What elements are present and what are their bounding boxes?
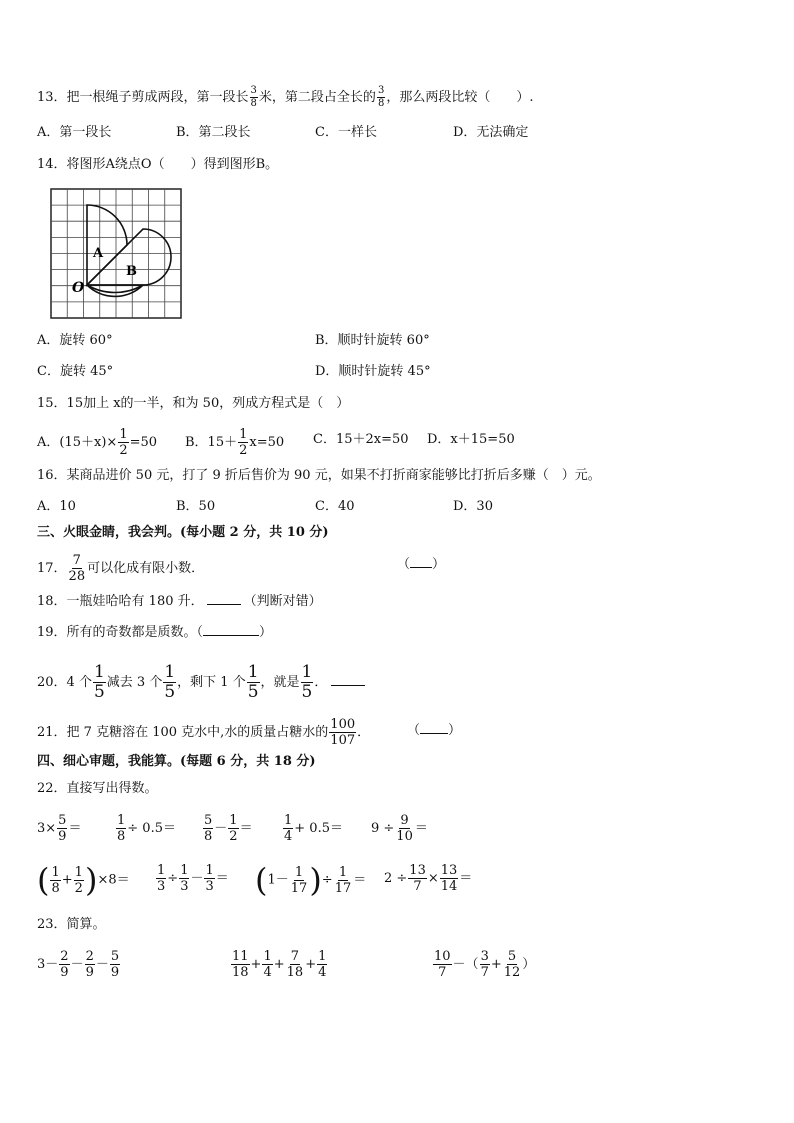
question-20: 20．4 个 $\frac{1}{5}$ 减去 3 个 $\frac{1}{5}$ ，剩下 1 个 $\frac{1}{5}$ ，就是 $\frac{1}{5}$ ． — [37, 664, 365, 701]
q23-expr-1: 3－ $\frac{2}{9}$ － $\frac{2}{9}$ － $\frac{5}{9}$ — [37, 949, 120, 980]
q22-expr-5: 9 ÷ $\frac{9}{10}$ ＝ — [371, 813, 428, 844]
q15-a-fraction: $\frac{1}{2}$ — [119, 427, 128, 458]
q13-prefix: 13．把一根绳子剪成两段，第一段长 — [37, 90, 249, 105]
q19-answer-blank[interactable] — [203, 635, 259, 636]
q20-fraction-3: $\frac{1}{5}$ — [247, 662, 259, 702]
section-3-heading: 三、火眼金睛，我会判。(每小题 2 分，共 10 分) — [37, 525, 329, 540]
question-18: 18．一瓶娃哈哈有 180 升． （判断对错） — [37, 594, 322, 609]
q15-option-d: D．x＋15=50 — [427, 432, 515, 447]
grid-diagram — [50, 188, 182, 319]
q16-option-a: A．10 — [37, 499, 76, 514]
q22-expr-6: ( $\frac{1}{8}$ + $\frac{1}{2}$ )×8＝ — [37, 861, 130, 899]
q22-expr-1: 3× $\frac{5}{9}$ ＝ — [37, 813, 82, 844]
q13-suffix: ，那么两段比较（ ）. — [386, 90, 534, 105]
q13-option-a: A．第一段长 — [37, 125, 112, 140]
q13-option-b: B．第二段长 — [176, 125, 251, 140]
q21-answer-blank[interactable]: （ ） — [407, 723, 462, 738]
question-21: 21．把 7 克糖溶在 100 克水中,水的质量占糖水的 $\frac{100}{107}$ ． — [37, 717, 371, 748]
q14-option-a: A．旋转 60° — [37, 333, 113, 348]
q15-option-c: C．15＋2x=50 — [313, 432, 409, 447]
q22-expr-9: 2 ÷ $\frac{13}{7}$ × $\frac{13}{14}$ ＝ — [384, 863, 473, 894]
q20-fraction-2: $\frac{1}{5}$ — [164, 662, 176, 702]
q15-b-fraction: $\frac{1}{2}$ — [239, 427, 248, 458]
q20-fraction-1: $\frac{1}{5}$ — [93, 662, 105, 702]
q13-fraction-1: $\frac{3}{8}$ — [250, 85, 257, 109]
q16-option-d: D．30 — [453, 499, 493, 514]
q13-option-d: D．无法确定 — [453, 125, 529, 140]
q20-fraction-4: $\frac{1}{5}$ — [301, 662, 313, 702]
q22-expr-8: (1－ $\frac{1}{17}$ )÷ $\frac{1}{17}$ ＝ — [255, 861, 367, 899]
question-14: 14．将图形A绕点O（ ）得到图形B。 — [37, 157, 279, 172]
q13-option-c: C．一样长 — [315, 125, 377, 140]
q18-answer-blank[interactable] — [207, 604, 241, 605]
question-19: 19．所有的奇数都是质数。（ ） — [37, 625, 273, 640]
question-23: 23．简算。 — [37, 917, 106, 932]
q22-expr-4: $\frac{1}{4}$ + 0.5＝ — [284, 813, 343, 844]
q16-option-c: C．40 — [315, 499, 355, 514]
question-17: 17． $\frac{7}{28}$ 可以化成有限小数． — [37, 553, 205, 584]
q14-option-b: B．顺时针旋转 60° — [315, 333, 430, 348]
question-15: 15．15加上 x的一半，和为 50，列成方程式是（ ） — [37, 396, 350, 411]
q21-fraction: $\frac{100}{107}$ — [330, 717, 356, 748]
label-b: B — [126, 264, 137, 279]
q17-fraction: $\frac{7}{28}$ — [68, 553, 86, 584]
q20-answer-blank[interactable] — [331, 685, 365, 686]
q22-expr-3: $\frac{5}{8}$ － $\frac{1}{2}$ ＝ — [204, 813, 253, 844]
q15-option-b: B．15＋ $\frac{1}{2}$ x=50 — [185, 427, 285, 458]
q22-expr-7: $\frac{1}{3}$ ÷ $\frac{1}{3}$ － $\frac{1}{3}$ ＝ — [157, 863, 229, 894]
q23-expr-2: $\frac{11}{18}$ + $\frac{1}{4}$ + $\frac{7}{18}$ + $\frac{1}{4}$ — [232, 949, 327, 980]
q15-option-a: A．(15＋x)× $\frac{1}{2}$ =50 — [37, 427, 158, 458]
question-22: 22．直接写出得数。 — [37, 781, 158, 796]
question-16: 16．某商品进价 50 元，打了 9 折后售价为 90 元，如果不打折商家能够比打折后多赚（ ）元。 — [37, 468, 601, 483]
rotation-figure — [50, 188, 182, 319]
label-a: A — [93, 246, 104, 261]
label-o: O — [72, 280, 85, 296]
q14-option-d: D．顺时针旋转 45° — [315, 364, 431, 379]
q22-expr-2: $\frac{1}{8}$ ÷ 0.5＝ — [117, 813, 176, 844]
q16-option-b: B．50 — [176, 499, 216, 514]
q13-mid: 米，第二段占全长的 — [258, 90, 376, 105]
q17-answer-blank[interactable]: （ ） — [397, 557, 446, 572]
section-4-heading: 四、细心审题，我能算。(每题 6 分，共 18 分) — [37, 754, 316, 769]
q23-expr-3: $\frac{10}{7}$ －（ $\frac{3}{7}$ + $\frac{5}{12}$ ） — [434, 949, 536, 980]
q14-option-c: C．旋转 45° — [37, 364, 114, 379]
question-13 — [37, 86, 533, 109]
q13-fraction-2: $\frac{3}{8}$ — [377, 85, 385, 109]
